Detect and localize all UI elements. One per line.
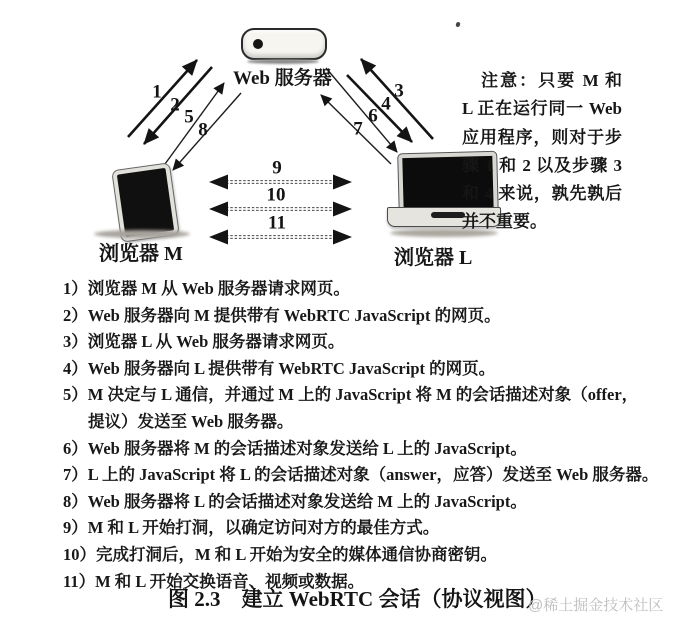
arrow-number-4: 4 bbox=[381, 93, 391, 115]
arrow-number-2: 2 bbox=[170, 94, 180, 116]
web-server-label: Web 服务器 bbox=[233, 68, 332, 89]
step-6: 6）Web 服务器将 M 的会话描述对象发送给 L 上的 JavaScript。 bbox=[63, 438, 527, 458]
step-5: 5）M 决定与 L 通信，并通过 M 上的 JavaScript 将 M 的会话描述对象（offer， bbox=[63, 385, 639, 405]
note-line: L 正在运行同一 Web bbox=[462, 99, 622, 119]
arrow-number-10: 10 bbox=[266, 184, 286, 206]
arrow-number-11: 11 bbox=[268, 212, 286, 234]
arrow-number-5: 5 bbox=[184, 106, 194, 128]
step-4: 4）Web 服务器向 L 提供带有 WebRTC JavaScript 的网页。 bbox=[63, 358, 496, 378]
step-7: 7）L 上的 JavaScript 将 L 的会话描述对象（answer，应答）发送至 Web 服务器。 bbox=[63, 465, 659, 485]
step-8: 8）Web 服务器将 L 的会话描述对象发送给 M 上的 JavaScript。 bbox=[63, 491, 527, 511]
side-note bbox=[462, 67, 622, 237]
server-power-dot-icon bbox=[253, 39, 263, 49]
step-2: 2）Web 服务器向 M 提供带有 WebRTC JavaScript 的网页。 bbox=[63, 305, 501, 325]
webrtc-protocol-diagram bbox=[0, 0, 696, 272]
note-line: 应用程序，则对于步 bbox=[462, 127, 622, 147]
step-5-continued: 提议）发送至 Web 服务器。 bbox=[88, 411, 294, 431]
step-9: 9）M 和 L 开始打洞，以确定访问对方的最佳方式。 bbox=[63, 518, 440, 538]
arrow-number-3: 3 bbox=[394, 80, 404, 102]
arrow-number-6: 6 bbox=[368, 105, 378, 127]
browser-l-label: 浏览器 L bbox=[394, 247, 473, 269]
step-3: 3）浏览器 L 从 Web 服务器请求网页。 bbox=[63, 332, 345, 352]
arrow-number-1: 1 bbox=[152, 81, 162, 103]
arrow-number-9: 9 bbox=[272, 157, 282, 179]
browser-l-laptop-slot bbox=[431, 212, 465, 218]
figure-caption: 图 2.3 建立 WebRTC 会话（协议视图） bbox=[168, 587, 547, 611]
note-line: 和 4 来说，孰先孰后 bbox=[462, 184, 622, 204]
step-10: 10）完成打洞后，M 和 L 开始为安全的媒体通信协商密钥。 bbox=[63, 544, 498, 564]
note-line: 并不重要。 bbox=[462, 212, 547, 232]
arrow-number-8: 8 bbox=[198, 119, 208, 141]
protocol-steps-list bbox=[63, 276, 688, 595]
watermark: @稀土掘金技术社区 bbox=[528, 597, 664, 614]
arrow-number-7: 7 bbox=[353, 118, 363, 140]
step-11: 11）M 和 L 开始交换语音、视频或数据。 bbox=[63, 571, 365, 591]
note-line: 骤 1 和 2 以及步骤 3 bbox=[462, 155, 622, 175]
note-line: 注意：只要 M 和 bbox=[481, 71, 622, 90]
step-1: 1）浏览器 M 从 Web 服务器请求网页。 bbox=[63, 279, 350, 298]
browser-m-label: 浏览器 M bbox=[99, 243, 183, 265]
